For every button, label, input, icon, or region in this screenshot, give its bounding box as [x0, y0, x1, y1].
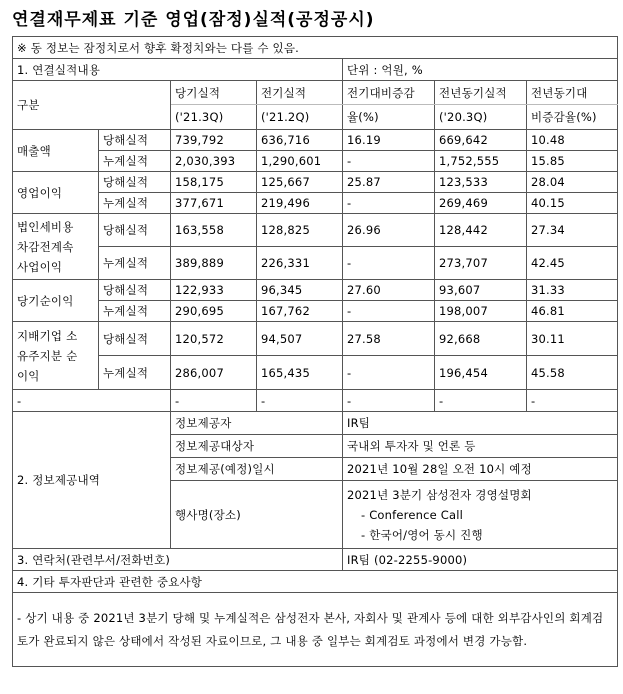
- cell-current: 163,558: [171, 214, 257, 247]
- event-value: [343, 481, 618, 549]
- cell-qoq: 27.60: [343, 280, 435, 301]
- unit-label: 단위 : 억원, %: [343, 59, 618, 81]
- cell-yoy-rate: 46.81: [527, 301, 618, 322]
- cell-prior: 219,496: [257, 193, 343, 214]
- row-kind: 누계실적: [99, 151, 171, 172]
- provider-value: IR팀: [343, 412, 618, 435]
- header-yoy-rate-unit: 비증감율(%): [527, 105, 618, 130]
- row-kind: 당해실적: [99, 280, 171, 301]
- cell-current: 286,007: [171, 356, 257, 390]
- cell-yoy: 273,707: [435, 247, 527, 280]
- cell-yoy: 196,454: [435, 356, 527, 390]
- event-line: - Conference Call: [361, 507, 464, 522]
- cell-prior: 1,290,601: [257, 151, 343, 172]
- event-line: - 한국어/영어 동시 진행: [361, 527, 483, 542]
- row-label-line: 지배기업 소: [17, 328, 78, 343]
- date-value: 2021년 10월 28일 오전 10시 예정: [343, 458, 618, 481]
- dash-cell: -: [435, 390, 527, 412]
- cell-qoq: 26.96: [343, 214, 435, 247]
- row-label-owner-net-income: [13, 322, 99, 390]
- header-qoq-unit: 율(%): [343, 105, 435, 130]
- cell-current: 2,030,393: [171, 151, 257, 172]
- row-label-line: 유주지분 순: [17, 348, 78, 363]
- row-kind: 누계실적: [99, 356, 171, 390]
- cell-prior: 125,667: [257, 172, 343, 193]
- cell-prior: 96,345: [257, 280, 343, 301]
- cell-yoy-rate: 27.34: [527, 214, 618, 247]
- page-title: 연결재무제표 기준 영업(잠정)실적(공정공시): [12, 10, 375, 30]
- dash-cell: -: [527, 390, 618, 412]
- cell-current: 122,933: [171, 280, 257, 301]
- cell-qoq: -: [343, 301, 435, 322]
- row-label-line: 차감전계속: [17, 239, 74, 254]
- header-prior-period: ('21.2Q): [257, 105, 343, 130]
- cell-qoq: 27.58: [343, 322, 435, 356]
- row-kind: 당해실적: [99, 322, 171, 356]
- section4-label: 4. 기타 투자판단과 관련한 중요사항: [13, 571, 618, 593]
- cell-yoy-rate: 45.58: [527, 356, 618, 390]
- date-label: 정보제공(예정)일시: [171, 458, 343, 481]
- cell-qoq: -: [343, 247, 435, 280]
- cell-yoy-rate: 40.15: [527, 193, 618, 214]
- cell-yoy: 128,442: [435, 214, 527, 247]
- row-label-operating-profit: 영업이익: [13, 172, 99, 214]
- cell-yoy-rate: 30.11: [527, 322, 618, 356]
- header-category: 구분: [13, 81, 171, 130]
- row-label-line: 이익: [17, 368, 40, 383]
- cell-yoy: 123,533: [435, 172, 527, 193]
- notice-text: ※ 동 정보는 잠정치로서 향후 확정치와는 다를 수 있음.: [13, 37, 618, 59]
- cell-yoy: 93,607: [435, 280, 527, 301]
- row-kind: 당해실적: [99, 214, 171, 247]
- cell-current: 120,572: [171, 322, 257, 356]
- dash-cell: -: [257, 390, 343, 412]
- cell-qoq: -: [343, 356, 435, 390]
- row-kind: 누계실적: [99, 247, 171, 280]
- cell-current: 158,175: [171, 172, 257, 193]
- cell-yoy: 92,668: [435, 322, 527, 356]
- cell-yoy-rate: 31.33: [527, 280, 618, 301]
- cell-prior: 94,507: [257, 322, 343, 356]
- cell-qoq: 16.19: [343, 130, 435, 151]
- row-kind: 당해실적: [99, 130, 171, 151]
- cell-yoy: 198,007: [435, 301, 527, 322]
- cell-current: 377,671: [171, 193, 257, 214]
- header-current-period: ('21.3Q): [171, 105, 257, 130]
- header-yoy: 전년동기실적: [435, 81, 527, 105]
- header-yoy-rate: 전년동기대: [527, 81, 618, 105]
- cell-qoq: 25.87: [343, 172, 435, 193]
- cell-yoy: 269,469: [435, 193, 527, 214]
- cell-prior: 165,435: [257, 356, 343, 390]
- row-kind: 누계실적: [99, 301, 171, 322]
- cell-current: 389,889: [171, 247, 257, 280]
- dash-cell: -: [343, 390, 435, 412]
- cell-prior: 226,331: [257, 247, 343, 280]
- cell-yoy-rate: 10.48: [527, 130, 618, 151]
- dash-cell: -: [171, 390, 257, 412]
- event-label: 행사명(장소): [171, 481, 343, 549]
- contact-value: IR팀 (02-2255-9000): [343, 549, 618, 571]
- section1-label: 1. 연결실적내용: [13, 59, 343, 81]
- section2-label: 2. 정보제공내역: [13, 412, 171, 549]
- performance-table: [12, 36, 618, 667]
- header-current: 당기실적: [171, 81, 257, 105]
- row-label-net-income: 당기순이익: [13, 280, 99, 322]
- header-prior: 전기실적: [257, 81, 343, 105]
- event-line: 2021년 3분기 삼성전자 경영설명회: [347, 487, 532, 502]
- provider-label: 정보제공자: [171, 412, 343, 435]
- section3-label: 3. 연락처(관련부서/전화번호): [13, 549, 343, 571]
- cell-yoy: 669,642: [435, 130, 527, 151]
- cell-prior: 167,762: [257, 301, 343, 322]
- cell-yoy-rate: 42.45: [527, 247, 618, 280]
- row-kind: 당해실적: [99, 172, 171, 193]
- row-kind: 누계실적: [99, 193, 171, 214]
- cell-current: 739,792: [171, 130, 257, 151]
- row-label-line: 법인세비용: [17, 219, 74, 234]
- audience-label: 정보제공대상자: [171, 435, 343, 458]
- row-label-sales: 매출액: [13, 130, 99, 172]
- cell-yoy-rate: 15.85: [527, 151, 618, 172]
- header-qoq: 전기대비증감: [343, 81, 435, 105]
- row-label-pretax-income: [13, 214, 99, 280]
- cell-qoq: -: [343, 151, 435, 172]
- section4-note: - 상기 내용 중 2021년 3분기 당해 및 누계실적은 삼성전자 본사, 자회사 및 관계사 등에 대한 외부감사인의 회계검토가 완료되지 않은 상태에서 작성된 자료이므로, 그 내용 중 일부는 회계검토 과정에서 변경 가능함.: [13, 593, 618, 667]
- dash-cell: -: [13, 390, 171, 412]
- row-label-line: 사업이익: [17, 259, 63, 274]
- cell-yoy-rate: 28.04: [527, 172, 618, 193]
- header-yoy-period: ('20.3Q): [435, 105, 527, 130]
- cell-current: 290,695: [171, 301, 257, 322]
- audience-value: 국내외 투자자 및 언론 등: [343, 435, 618, 458]
- cell-prior: 128,825: [257, 214, 343, 247]
- cell-prior: 636,716: [257, 130, 343, 151]
- cell-qoq: -: [343, 193, 435, 214]
- cell-yoy: 1,752,555: [435, 151, 527, 172]
